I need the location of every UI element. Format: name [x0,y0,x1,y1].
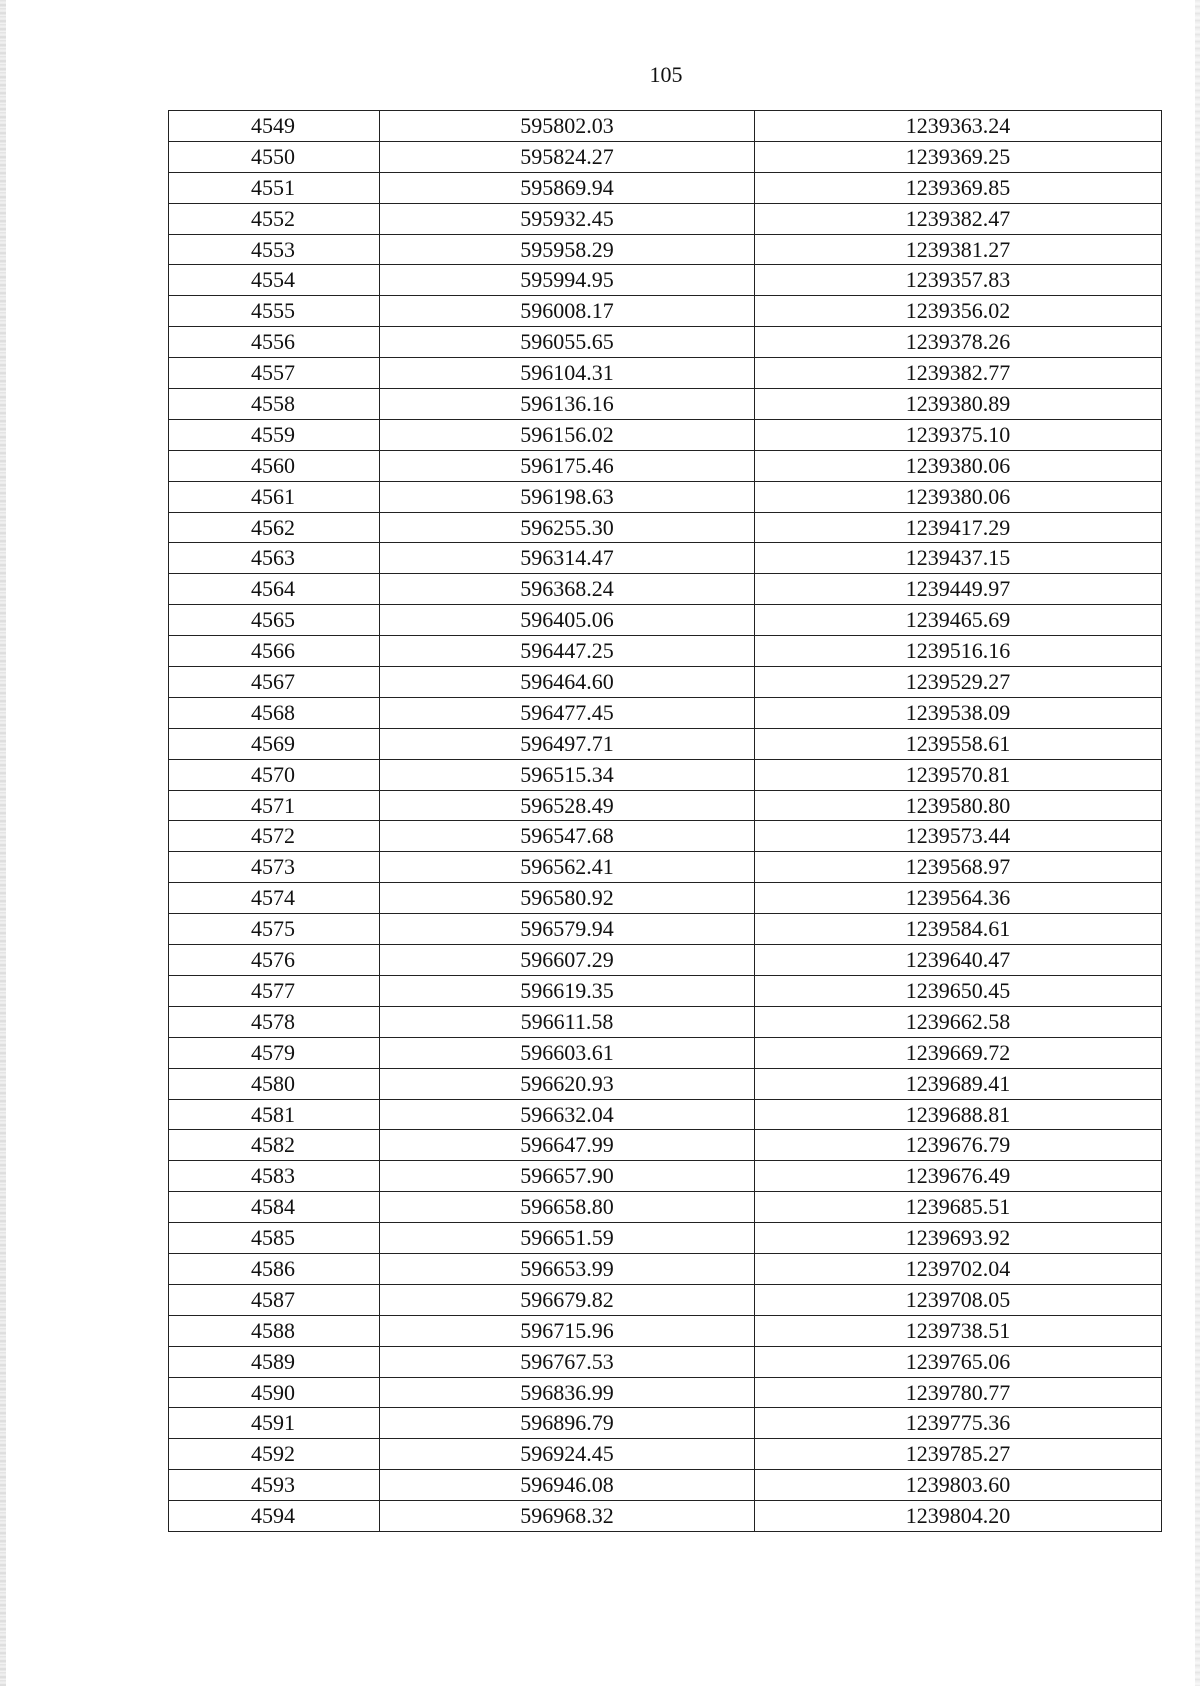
point-number-cell: 4576 [169,945,380,976]
coordinate-table-body [169,111,1162,1532]
point-number-cell: 4586 [169,1253,380,1284]
x-coordinate-cell: 596405.06 [380,605,755,636]
point-number-cell: 4583 [169,1161,380,1192]
table-row [169,759,1162,790]
point-number-cell: 4568 [169,697,380,728]
table-row [169,667,1162,698]
y-coordinate-cell: 1239465.69 [755,605,1162,636]
x-coordinate-cell: 596497.71 [380,728,755,759]
point-number-cell: 4570 [169,759,380,790]
point-number-cell: 4572 [169,821,380,852]
table-row [169,1223,1162,1254]
y-coordinate-cell: 1239685.51 [755,1192,1162,1223]
y-coordinate-cell: 1239804.20 [755,1501,1162,1532]
y-coordinate-cell: 1239580.80 [755,790,1162,821]
x-coordinate-cell: 595994.95 [380,265,755,296]
point-number-cell: 4555 [169,296,380,327]
x-coordinate-cell: 596255.30 [380,512,755,543]
y-coordinate-cell: 1239662.58 [755,1006,1162,1037]
x-coordinate-cell: 596603.61 [380,1037,755,1068]
table-row [169,636,1162,667]
point-number-cell: 4561 [169,481,380,512]
x-coordinate-cell: 596562.41 [380,852,755,883]
y-coordinate-cell: 1239380.89 [755,389,1162,420]
x-coordinate-cell: 596611.58 [380,1006,755,1037]
x-coordinate-cell: 596104.31 [380,358,755,389]
table-row [169,481,1162,512]
x-coordinate-cell: 596679.82 [380,1284,755,1315]
table-row [169,1346,1162,1377]
table-row [169,450,1162,481]
table-row [169,605,1162,636]
table-row [169,1439,1162,1470]
y-coordinate-cell: 1239380.06 [755,481,1162,512]
table-row [169,1068,1162,1099]
x-coordinate-cell: 596547.68 [380,821,755,852]
point-number-cell: 4581 [169,1099,380,1130]
point-number-cell: 4562 [169,512,380,543]
point-number-cell: 4549 [169,111,380,142]
y-coordinate-cell: 1239357.83 [755,265,1162,296]
y-coordinate-cell: 1239688.81 [755,1099,1162,1130]
page-number: 105 [649,62,683,87]
table-row [169,296,1162,327]
point-number-cell: 4553 [169,234,380,265]
y-coordinate-cell: 1239381.27 [755,234,1162,265]
point-number-cell: 4569 [169,728,380,759]
y-coordinate-cell: 1239417.29 [755,512,1162,543]
table-row [169,728,1162,759]
scan-edge-right [1195,0,1200,1686]
x-coordinate-cell: 596464.60 [380,667,755,698]
x-coordinate-cell: 596647.99 [380,1130,755,1161]
point-number-cell: 4560 [169,450,380,481]
point-number-cell: 4577 [169,975,380,1006]
table-row [169,1161,1162,1192]
table-row [169,852,1162,883]
x-coordinate-cell: 596175.46 [380,450,755,481]
table-row [169,203,1162,234]
table-row [169,574,1162,605]
table-row [169,327,1162,358]
y-coordinate-cell: 1239702.04 [755,1253,1162,1284]
x-coordinate-cell: 596314.47 [380,543,755,574]
table-row [169,512,1162,543]
x-coordinate-cell: 596836.99 [380,1377,755,1408]
x-coordinate-cell: 596136.16 [380,389,755,420]
y-coordinate-cell: 1239380.06 [755,450,1162,481]
table-row [169,914,1162,945]
x-coordinate-cell: 596632.04 [380,1099,755,1130]
table-row [169,172,1162,203]
point-number-cell: 4579 [169,1037,380,1068]
point-number-cell: 4551 [169,172,380,203]
x-coordinate-cell: 596896.79 [380,1408,755,1439]
y-coordinate-cell: 1239356.02 [755,296,1162,327]
point-number-cell: 4550 [169,141,380,172]
table-row [169,975,1162,1006]
table-row [169,821,1162,852]
x-coordinate-cell: 596055.65 [380,327,755,358]
point-number-cell: 4566 [169,636,380,667]
x-coordinate-cell: 596620.93 [380,1068,755,1099]
point-number-cell: 4554 [169,265,380,296]
table-row [169,883,1162,914]
point-number-cell: 4588 [169,1315,380,1346]
point-number-cell: 4591 [169,1408,380,1439]
table-row [169,1037,1162,1068]
y-coordinate-cell: 1239378.26 [755,327,1162,358]
point-number-cell: 4573 [169,852,380,883]
x-coordinate-cell: 596607.29 [380,945,755,976]
point-number-cell: 4556 [169,327,380,358]
table-row [169,945,1162,976]
table-row [169,1006,1162,1037]
x-coordinate-cell: 595802.03 [380,111,755,142]
point-number-cell: 4567 [169,667,380,698]
x-coordinate-cell: 596156.02 [380,419,755,450]
y-coordinate-cell: 1239369.25 [755,141,1162,172]
y-coordinate-cell: 1239689.41 [755,1068,1162,1099]
table-row [169,1315,1162,1346]
y-coordinate-cell: 1239650.45 [755,975,1162,1006]
point-number-cell: 4580 [169,1068,380,1099]
x-coordinate-cell: 596008.17 [380,296,755,327]
y-coordinate-cell: 1239363.24 [755,111,1162,142]
point-number-cell: 4584 [169,1192,380,1223]
y-coordinate-cell: 1239640.47 [755,945,1162,976]
y-coordinate-cell: 1239775.36 [755,1408,1162,1439]
y-coordinate-cell: 1239676.49 [755,1161,1162,1192]
x-coordinate-cell: 595958.29 [380,234,755,265]
point-number-cell: 4565 [169,605,380,636]
x-coordinate-cell: 596580.92 [380,883,755,914]
x-coordinate-cell: 596477.45 [380,697,755,728]
x-coordinate-cell: 596946.08 [380,1470,755,1501]
x-coordinate-cell: 596198.63 [380,481,755,512]
point-number-cell: 4594 [169,1501,380,1532]
y-coordinate-cell: 1239780.77 [755,1377,1162,1408]
point-number-cell: 4590 [169,1377,380,1408]
y-coordinate-cell: 1239375.10 [755,419,1162,450]
table-row [169,1099,1162,1130]
y-coordinate-cell: 1239558.61 [755,728,1162,759]
x-coordinate-cell: 596651.59 [380,1223,755,1254]
point-number-cell: 4571 [169,790,380,821]
y-coordinate-cell: 1239573.44 [755,821,1162,852]
x-coordinate-cell: 595932.45 [380,203,755,234]
x-coordinate-cell: 596579.94 [380,914,755,945]
x-coordinate-cell: 596715.96 [380,1315,755,1346]
table-row [169,358,1162,389]
y-coordinate-cell: 1239437.15 [755,543,1162,574]
table-row [169,1408,1162,1439]
y-coordinate-cell: 1239708.05 [755,1284,1162,1315]
x-coordinate-cell: 596653.99 [380,1253,755,1284]
y-coordinate-cell: 1239584.61 [755,914,1162,945]
y-coordinate-cell: 1239765.06 [755,1346,1162,1377]
y-coordinate-cell: 1239369.85 [755,172,1162,203]
x-coordinate-cell: 595824.27 [380,141,755,172]
y-coordinate-cell: 1239803.60 [755,1470,1162,1501]
x-coordinate-cell: 595869.94 [380,172,755,203]
y-coordinate-cell: 1239382.77 [755,358,1162,389]
point-number-cell: 4558 [169,389,380,420]
point-number-cell: 4593 [169,1470,380,1501]
table-row [169,1377,1162,1408]
y-coordinate-cell: 1239516.16 [755,636,1162,667]
table-row [169,543,1162,574]
point-number-cell: 4552 [169,203,380,234]
scan-edge-left [0,0,6,1686]
table-row [169,419,1162,450]
y-coordinate-cell: 1239570.81 [755,759,1162,790]
x-coordinate-cell: 596515.34 [380,759,755,790]
x-coordinate-cell: 596528.49 [380,790,755,821]
y-coordinate-cell: 1239785.27 [755,1439,1162,1470]
y-coordinate-cell: 1239564.36 [755,883,1162,914]
x-coordinate-cell: 596924.45 [380,1439,755,1470]
table-row [169,141,1162,172]
y-coordinate-cell: 1239738.51 [755,1315,1162,1346]
table-row [169,1470,1162,1501]
point-number-cell: 4563 [169,543,380,574]
y-coordinate-cell: 1239382.47 [755,203,1162,234]
x-coordinate-cell: 596368.24 [380,574,755,605]
y-coordinate-cell: 1239538.09 [755,697,1162,728]
y-coordinate-cell: 1239693.92 [755,1223,1162,1254]
table-row [169,790,1162,821]
table-row [169,697,1162,728]
table-row [169,389,1162,420]
table-row [169,1130,1162,1161]
point-number-cell: 4587 [169,1284,380,1315]
point-number-cell: 4592 [169,1439,380,1470]
point-number-cell: 4578 [169,1006,380,1037]
point-number-cell: 4589 [169,1346,380,1377]
x-coordinate-cell: 596619.35 [380,975,755,1006]
point-number-cell: 4575 [169,914,380,945]
x-coordinate-cell: 596657.90 [380,1161,755,1192]
coordinate-table [168,110,1162,1532]
table-row [169,234,1162,265]
y-coordinate-cell: 1239676.79 [755,1130,1162,1161]
y-coordinate-cell: 1239568.97 [755,852,1162,883]
table-row [169,1192,1162,1223]
point-number-cell: 4559 [169,419,380,450]
table-row [169,111,1162,142]
y-coordinate-cell: 1239449.97 [755,574,1162,605]
point-number-cell: 4582 [169,1130,380,1161]
point-number-cell: 4564 [169,574,380,605]
x-coordinate-cell: 596767.53 [380,1346,755,1377]
table-row [169,1284,1162,1315]
x-coordinate-cell: 596447.25 [380,636,755,667]
table-row [169,1253,1162,1284]
point-number-cell: 4557 [169,358,380,389]
x-coordinate-cell: 596968.32 [380,1501,755,1532]
table-row [169,265,1162,296]
y-coordinate-cell: 1239669.72 [755,1037,1162,1068]
x-coordinate-cell: 596658.80 [380,1192,755,1223]
table-row [169,1501,1162,1532]
y-coordinate-cell: 1239529.27 [755,667,1162,698]
point-number-cell: 4574 [169,883,380,914]
point-number-cell: 4585 [169,1223,380,1254]
